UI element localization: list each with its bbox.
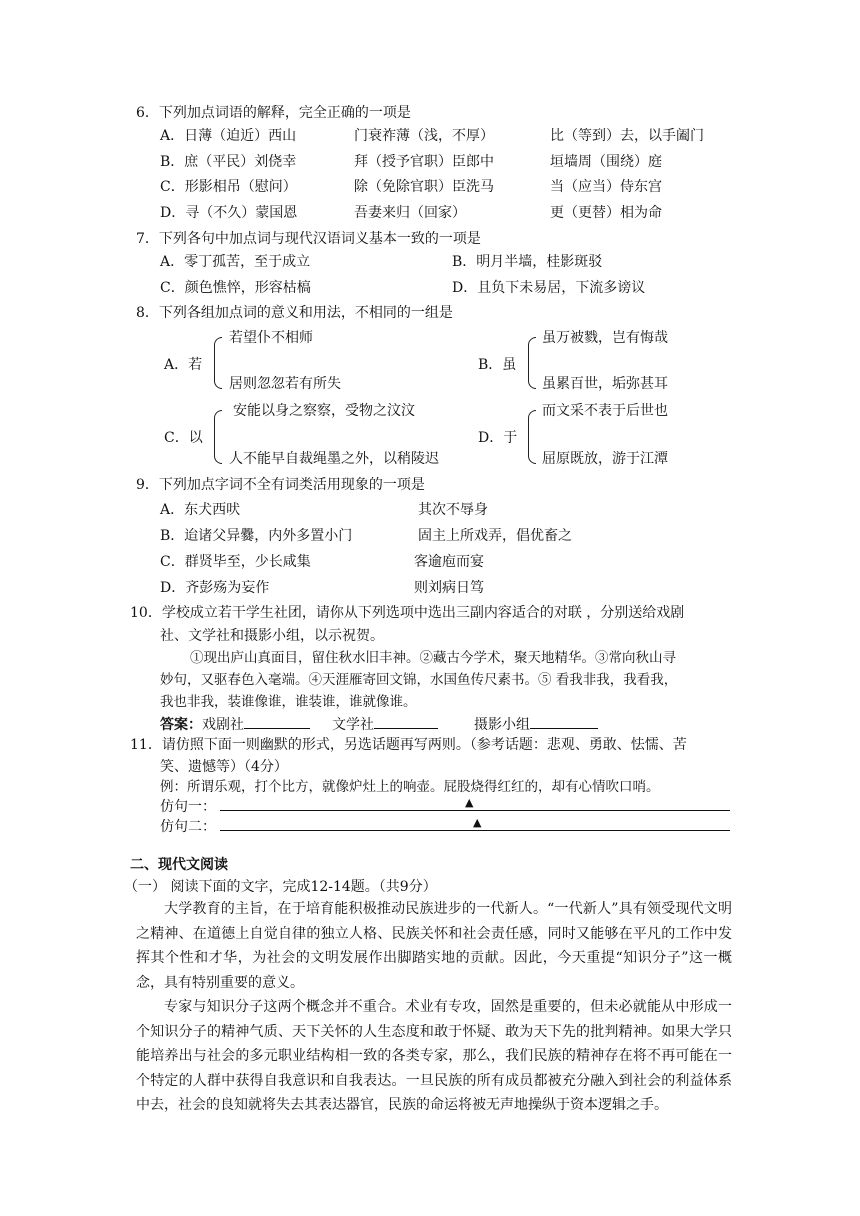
- q9-b-2: 固主上所戏弄，倡优畜之: [418, 528, 572, 544]
- q10-stem-2: 社、文学社和摄影小组，以示祝贺。: [160, 628, 384, 644]
- q9-d-1: D．齐彭殇为妄作: [160, 580, 270, 596]
- q8-b-2: 虽累百世，垢弥甚耳: [542, 376, 668, 392]
- q9-b-1: B．迨诸父异爨，内外多置小门: [160, 528, 353, 544]
- q7-a: A．零丁孤苦，至于成立: [160, 254, 311, 270]
- q9-a-2: 其次不辱身: [418, 502, 488, 518]
- q11-line2-blank[interactable]: [220, 830, 730, 831]
- q9-c-2: 客逾庖而宴: [414, 554, 484, 570]
- q11-stem-1: 11．请仿照下面一则幽默的形式，另选话题再写两则。（参考话题：悲观、勇敢、怯懦、苦: [130, 737, 687, 753]
- literature-club-label: 文学社: [332, 717, 374, 733]
- passage-paragraph-2: 专家与知识分子这两个概念并不重合。术业有专攻，固然是重要的，但未必就能从中形成一个知识分子的精神气质、天下关怀的人生态度和敢于怀疑、敢为天下先的批判精神。如果大学只能培养出与社会的多元职业结构相一致的各类专家，那么，我们民族的精神存在将不再可能在一个特定的人群中获得自我意识和自我表达。一旦民族的所有成员都被充分融入到社会的利益体系中去，社会的良知就将失去其表达器官，民族的命运将被无声地操纵于资本逻辑之手。: [136, 999, 732, 1113]
- q8-c-1: 安能以身之察察，受物之汶汶: [233, 403, 415, 419]
- q9-a-1: A．东犬西吠: [160, 502, 241, 518]
- q7-c: C．颜色憔悴，形容枯槁: [160, 280, 311, 296]
- q11-line1-mark: ▲: [465, 796, 474, 809]
- q9-d-2: 则刘病日笃: [414, 580, 484, 596]
- q8-b-brace: [528, 337, 536, 389]
- q8-c-2: 人不能早自裁绳墨之外，以稍陵迟: [229, 451, 439, 467]
- q6-b-3: 垣墙周（围绕）庭: [550, 154, 662, 170]
- q11-line1-blank[interactable]: [220, 810, 730, 811]
- q9-stem: 9．下列加点字词不全有词类活用现象的一项是: [136, 477, 425, 493]
- q8-c-brace: [214, 410, 222, 464]
- q6-b-2: 拜（授予官职）臣郎中: [354, 154, 494, 170]
- q8-stem: 8．下列各组加点词的意义和用法，不相同的一组是: [136, 305, 453, 321]
- q9-c-1: C．群贤毕至，少长咸集: [160, 554, 311, 570]
- q8-d-1: 而文采不表于后世也: [542, 403, 668, 419]
- section2-subtitle: （一） 阅读下面的文字，完成12-14题。（共9分）: [124, 879, 437, 895]
- q8-b-label: B．虽: [478, 357, 517, 373]
- q6-a-1: A．日薄（迫近）西山: [160, 128, 297, 144]
- q8-d-label: D．于: [478, 430, 518, 446]
- q6-c-2: 除（免除官职）臣洗马: [354, 179, 494, 195]
- q8-a-label: A．若: [164, 357, 203, 373]
- q6-c-1: C．形影相吊（慰问）: [160, 179, 297, 195]
- q10-answer-line: [160, 714, 598, 734]
- photo-group-label: 摄影小组: [474, 717, 530, 733]
- q8-a-2: 居则忽忽若有所失: [229, 376, 341, 392]
- drama-club-label: 戏剧社: [202, 717, 244, 733]
- q6-d-3: 更（更替）相为命: [550, 205, 662, 221]
- passage-paragraph-1: 大学教育的主旨，在于培育能积极推动民族进步的一代新人。“一代新人”具有领受现代文明之精神、在道德上自觉自律的独立人格、民族关怀和社会责任感，同时又能够在平凡的工作中发挥其个性和才华，为社会的文明发展作出脚踏实地的贡献。因此，今天重提“知识分子”这一概念，具有特别重要的意义。: [136, 901, 732, 991]
- drama-club-blank[interactable]: [244, 714, 310, 729]
- q7-d: D．且负下未易居，下流多谤议: [452, 280, 646, 296]
- section2-title: 二、现代文阅读: [130, 857, 228, 873]
- q6-d-2: 吾妻来归（回家）: [354, 205, 466, 221]
- q8-b-1: 虽万被戮，岂有悔哉: [542, 330, 668, 346]
- q7-b: B．明月半墙，桂影斑驳: [452, 254, 603, 270]
- q10-options-1: ①现出庐山真面目，留住秋水旧丰神。②藏古今学术，聚天地精华。③常向秋山寻: [190, 650, 676, 666]
- q11-line1-label: 仿句一：: [160, 799, 216, 815]
- q6-b-1: B．庶（平民）刘侥幸: [160, 154, 297, 170]
- q8-a-brace: [214, 337, 222, 389]
- q8-a-1: 若望仆不相师: [229, 330, 313, 346]
- q7-stem: 7．下列各句中加点词与现代汉语词义基本一致的一项是: [136, 231, 481, 247]
- q10-options-3: 我也非我，装谁像谁，谁装谁，谁就像谁。: [160, 694, 417, 710]
- q8-c-label: C．以: [164, 430, 203, 446]
- answer-label: 答案：: [160, 717, 202, 733]
- q10-stem-1: 10．学校成立若干学生社团，请你从下列选项中选出三副内容适合的对联 ，分别送给戏剧: [130, 605, 685, 621]
- q8-d-brace: [528, 410, 536, 464]
- photo-group-blank[interactable]: [530, 714, 598, 729]
- q8-d-2: 屈原既放，游于江潭: [542, 451, 668, 467]
- q6-a-2: 门衰祚薄（浅，不厚）: [354, 128, 494, 144]
- q6-c-3: 当（应当）侍东宫: [550, 179, 662, 195]
- literature-club-blank[interactable]: [374, 714, 438, 729]
- q6-d-1: D．寻（不久）蒙国恩: [160, 205, 298, 221]
- q6-a-3: 比（等到）去，以手阖门: [550, 128, 704, 144]
- q11-line2-label: 仿句二：: [160, 819, 216, 835]
- q10-options-2: 妙句，又驱春色入毫端。④天涯雁寄回文锦，水国鱼传尺素书。⑤ 看我非我，我看我，: [160, 672, 678, 688]
- q11-stem-2: 笑、遗憾等）（4分）: [160, 759, 288, 775]
- q11-line2-mark: ▲: [473, 816, 482, 829]
- q6-stem: 6．下列加点词语的解释，完全正确的一项是: [136, 105, 411, 121]
- q11-example: 例：所谓乐观，打个比方，就像炉灶上的响壶。屁股烧得红红的，却有心情吹口哨。: [160, 779, 660, 795]
